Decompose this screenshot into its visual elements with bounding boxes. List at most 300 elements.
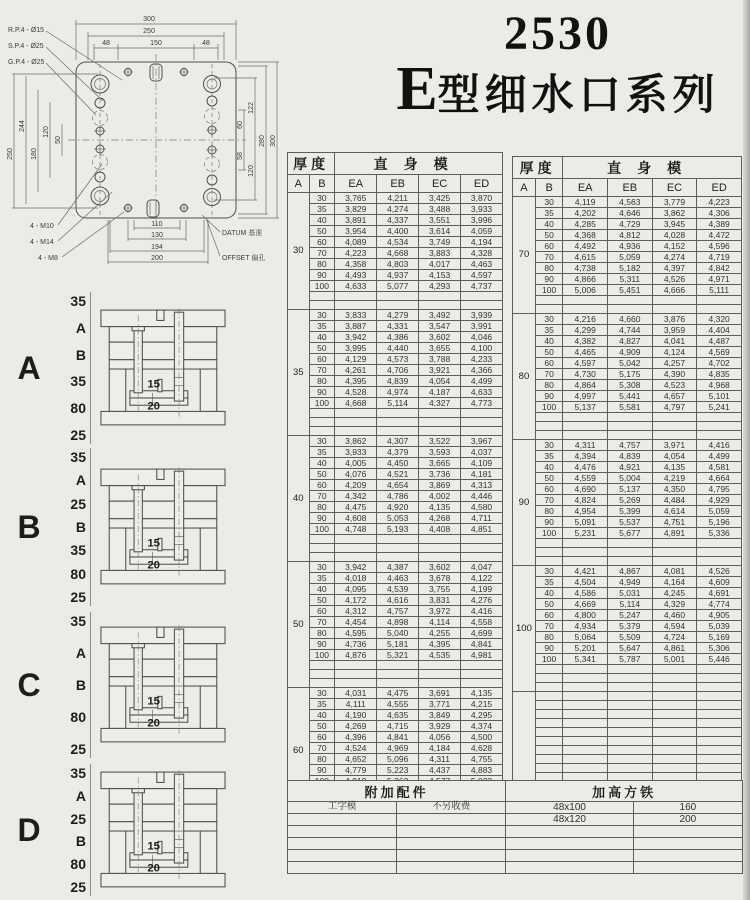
price-cell: 4,666: [652, 285, 697, 296]
price-cell: 4,400: [377, 226, 419, 237]
diagram-letter: A: [17, 349, 41, 386]
dimension-label: B: [75, 346, 86, 363]
thickness-a-cell: 50: [288, 562, 310, 688]
thickness-b-cell: 40: [309, 584, 335, 595]
table-row: [288, 573, 503, 584]
dim-60: 60: [237, 121, 244, 129]
price-cell: 4,307: [377, 436, 419, 447]
table-row: [288, 639, 503, 650]
thickness-b-cell: 80: [309, 628, 335, 639]
price-cell: 4,047: [461, 562, 503, 573]
price-cell: 4,059: [461, 226, 503, 237]
price-cell: [652, 683, 697, 692]
table-row: [288, 447, 503, 458]
table-row: [288, 409, 503, 418]
thickness-header: 厚度: [513, 157, 563, 179]
thickness-b-cell: 40: [309, 458, 335, 469]
extras-cell: 200: [633, 814, 742, 826]
table-row: [288, 850, 743, 862]
table-row: [513, 632, 742, 643]
price-cell: 4,187: [419, 387, 461, 398]
table-row: [288, 310, 503, 321]
table-row: [513, 197, 742, 208]
mold-diagram-b: [8, 448, 284, 606]
price-cell: 4,327: [419, 398, 461, 409]
price-cell: [335, 292, 377, 301]
price-cell: 4,320: [697, 314, 742, 325]
thickness-b-cell: 80: [535, 380, 562, 391]
dimension-label: 25: [70, 878, 86, 895]
price-cell: [419, 544, 461, 553]
price-cell: [461, 553, 503, 562]
table-row: [288, 458, 503, 469]
mold-section-drawing: [91, 769, 284, 891]
price-cell: 5,175: [608, 369, 653, 380]
price-cell: 4,269: [335, 721, 377, 732]
price-cell: 4,535: [419, 650, 461, 661]
price-cell: 5,537: [608, 517, 653, 528]
table-row: [513, 263, 742, 274]
price-cell: 4,076: [335, 469, 377, 480]
dimension-label: 80: [70, 856, 86, 873]
diagram-letter: D: [17, 811, 41, 848]
price-cell: 4,909: [608, 347, 653, 358]
extras-cell: 48x100: [506, 802, 633, 814]
price-cell: 4,194: [461, 237, 503, 248]
price-cell: [652, 746, 697, 755]
table-row: [288, 679, 503, 688]
price-cell: 4,949: [608, 577, 653, 588]
price-cell: 4,737: [461, 281, 503, 292]
thickness-b-cell: [535, 719, 562, 728]
price-cell: [652, 296, 697, 305]
price-cell: [652, 557, 697, 566]
price-cell: [608, 710, 653, 719]
thickness-b-cell: 40: [309, 215, 335, 226]
extras-price-table: [287, 780, 743, 874]
price-cell: 5,451: [608, 285, 653, 296]
price-cell: 4,209: [335, 480, 377, 491]
price-cell: [608, 692, 653, 701]
price-cell: 3,996: [461, 215, 503, 226]
price-cell: [608, 422, 653, 431]
price-cell: [563, 755, 608, 764]
table-row: [513, 314, 742, 325]
thickness-a-cell: 60: [288, 688, 310, 814]
price-cell: 4,968: [697, 380, 742, 391]
mold-diagram-d: [8, 764, 284, 896]
price-cell: 4,526: [697, 566, 742, 577]
price-cell: [419, 427, 461, 436]
price-cell: 4,245: [652, 588, 697, 599]
extras-table: [287, 780, 743, 874]
thickness-a-cell: 90: [513, 440, 536, 566]
price-cell: 4,657: [652, 391, 697, 402]
extras-header: 附加配件: [288, 781, 506, 802]
price-cell: 4,337: [377, 215, 419, 226]
dimension-label: 25: [70, 741, 86, 757]
table-row: [288, 204, 503, 215]
price-cell: [377, 301, 419, 310]
price-cell: 4,274: [377, 204, 419, 215]
table-row: [288, 343, 503, 354]
price-cell: 3,749: [419, 237, 461, 248]
thickness-b-cell: [535, 764, 562, 773]
price-cell: [335, 553, 377, 562]
price-cell: 5,004: [608, 473, 653, 484]
price-cell: 4,861: [652, 643, 697, 654]
table-row: [288, 332, 503, 343]
price-cell: 4,669: [563, 599, 608, 610]
price-cell: [419, 535, 461, 544]
table-row: [513, 285, 742, 296]
thickness-b-cell: 100: [535, 285, 562, 296]
table-header: [513, 157, 742, 197]
price-cell: 4,609: [697, 577, 742, 588]
price-cell: 4,929: [697, 495, 742, 506]
table-row: [288, 248, 503, 259]
table-row: [513, 431, 742, 440]
price-cell: [377, 418, 419, 427]
price-cell: [608, 728, 653, 737]
price-table: [512, 156, 742, 782]
price-cell: 3,665: [419, 458, 461, 469]
price-cell: 4,851: [461, 524, 503, 535]
price-cell: [608, 755, 653, 764]
table-row: [513, 719, 742, 728]
price-cell: [652, 710, 697, 719]
dim-48-right: 48: [202, 40, 210, 47]
price-cell: 5,096: [377, 754, 419, 765]
model-number: 2530: [504, 7, 612, 60]
price-cell: 4,416: [461, 606, 503, 617]
price-cell: 4,394: [563, 451, 608, 462]
thickness-b-cell: 90: [309, 639, 335, 650]
price-cell: 3,691: [419, 688, 461, 699]
header-row: [288, 153, 503, 175]
table-row: [513, 674, 742, 683]
price-cell: [563, 431, 608, 440]
extras-cell: 48x120: [506, 814, 633, 826]
column-header: EB: [608, 179, 653, 197]
thickness-b-cell: 35: [309, 447, 335, 458]
m14-label: 4 - M14: [30, 239, 54, 246]
table-row: [288, 513, 503, 524]
table-row: [288, 826, 743, 838]
price-cell: 4,748: [335, 524, 377, 535]
table-row: [288, 721, 503, 732]
table-row: [513, 557, 742, 566]
price-cell: 5,223: [377, 765, 419, 776]
table-row: [513, 391, 742, 402]
price-cell: 4,499: [461, 376, 503, 387]
price-cell: 4,668: [377, 248, 419, 259]
price-cell: 4,711: [461, 513, 503, 524]
table-row: [288, 292, 503, 301]
price-cell: 4,386: [377, 332, 419, 343]
thickness-b-cell: 100: [309, 524, 335, 535]
price-cell: 3,870: [461, 193, 503, 204]
thickness-b-cell: 90: [309, 513, 335, 524]
price-cell: 4,971: [697, 274, 742, 285]
price-cell: [608, 548, 653, 557]
price-cell: 4,135: [419, 502, 461, 513]
price-cell: 4,839: [608, 451, 653, 462]
thickness-b-cell: 80: [309, 754, 335, 765]
table-row: [288, 469, 503, 480]
price-cell: [335, 301, 377, 310]
price-cell: 4,164: [652, 577, 697, 588]
thickness-b-cell: 35: [309, 699, 335, 710]
dimension-label: 35: [70, 542, 86, 559]
table-row: [513, 755, 742, 764]
table-row: [513, 665, 742, 674]
price-cell: 3,945: [652, 219, 697, 230]
extras-cell: [633, 850, 742, 862]
price-cell: [461, 301, 503, 310]
price-cell: [652, 422, 697, 431]
price-cell: 4,211: [377, 193, 419, 204]
thickness-b-cell: 50: [309, 721, 335, 732]
table-row: [288, 237, 503, 248]
diagram-dimensions: [50, 448, 91, 606]
thickness-b-cell: 60: [309, 606, 335, 617]
price-cell: 4,981: [461, 650, 503, 661]
price-cell: 4,744: [608, 325, 653, 336]
thickness-b-cell: 90: [535, 643, 562, 654]
table-row: [288, 606, 503, 617]
dim-120-left: 120: [43, 126, 50, 138]
thickness-b-cell: [535, 746, 562, 755]
price-cell: 4,233: [461, 354, 503, 365]
dimension-label: A: [75, 319, 86, 336]
price-cell: 4,046: [461, 332, 503, 343]
price-cell: [335, 670, 377, 679]
price-cell: 5,169: [697, 632, 742, 643]
price-cell: 4,119: [563, 197, 608, 208]
dim-244: 244: [19, 120, 26, 132]
thickness-b-cell: 80: [309, 259, 335, 270]
m10-label: 4 - M10: [30, 223, 54, 230]
m8-label: 4 - M8: [38, 255, 58, 262]
price-cell: 4,054: [652, 451, 697, 462]
price-cell: [608, 764, 653, 773]
table-row: [513, 621, 742, 632]
price-cell: [697, 413, 742, 422]
price-cell: 4,111: [335, 699, 377, 710]
thickness-b-cell: 60: [535, 484, 562, 495]
price-cell: 4,528: [335, 387, 377, 398]
price-cell: 4,153: [419, 270, 461, 281]
table-row: [513, 241, 742, 252]
table-row: [288, 491, 503, 502]
price-cell: [461, 418, 503, 427]
thickness-b-cell: 70: [309, 248, 335, 259]
price-cell: [608, 674, 653, 683]
price-cell: 3,959: [652, 325, 697, 336]
price-cell: 4,534: [377, 237, 419, 248]
price-cell: [652, 728, 697, 737]
thickness-b-cell: 50: [309, 595, 335, 606]
price-cell: 4,279: [377, 310, 419, 321]
thickness-b-cell: 70: [309, 365, 335, 376]
price-cell: 4,500: [461, 732, 503, 743]
price-cell: 4,274: [652, 252, 697, 263]
mold-section-drawing: [91, 466, 284, 588]
extras-cell: [288, 838, 397, 850]
sp-label: S.P.4 - Ø25: [8, 43, 44, 50]
table-row: [288, 354, 503, 365]
price-cell: [697, 665, 742, 674]
price-cell: [461, 670, 503, 679]
price-cell: 4,379: [377, 447, 419, 458]
price-cell: [377, 535, 419, 544]
thickness-b-cell: 90: [535, 391, 562, 402]
thickness-b-cell: 30: [535, 314, 562, 325]
table-row: [513, 296, 742, 305]
table-row: [513, 588, 742, 599]
price-cell: 4,472: [697, 230, 742, 241]
thickness-a-cell: 70: [513, 197, 536, 314]
diagram-letter: C: [17, 666, 41, 703]
table-row: [288, 259, 503, 270]
price-cell: 5,181: [377, 639, 419, 650]
dim-250-left: 250: [7, 148, 14, 160]
diagram-dimensions: [50, 292, 91, 444]
price-cell: 4,616: [377, 595, 419, 606]
price-cell: 3,602: [419, 332, 461, 343]
price-cell: [608, 296, 653, 305]
gp-label: G.P.4 - Ø25: [8, 59, 45, 66]
price-cell: 5,509: [608, 632, 653, 643]
price-cell: [563, 674, 608, 683]
price-cell: 4,017: [419, 259, 461, 270]
table-row: [513, 358, 742, 369]
thickness-b-cell: [535, 692, 562, 701]
price-cell: 4,299: [563, 325, 608, 336]
price-cell: 3,929: [419, 721, 461, 732]
price-cell: 4,311: [563, 440, 608, 451]
price-cell: 4,934: [563, 621, 608, 632]
price-cell: 3,967: [461, 436, 503, 447]
price-cell: 4,437: [419, 765, 461, 776]
table-row: [288, 754, 503, 765]
price-cell: 4,757: [608, 440, 653, 451]
price-cell: 4,841: [461, 639, 503, 650]
table-row: [513, 737, 742, 746]
table-row: [288, 387, 503, 398]
thickness-b-cell: 100: [535, 654, 562, 665]
price-cell: [608, 539, 653, 548]
thickness-a-cell: 30: [288, 193, 310, 310]
price-cell: 4,633: [461, 387, 503, 398]
price-cell: [563, 548, 608, 557]
price-cell: [563, 683, 608, 692]
price-cell: 3,883: [419, 248, 461, 259]
mold-section-drawing: [91, 307, 284, 429]
price-cell: [563, 296, 608, 305]
price-cell: 4,100: [461, 343, 503, 354]
price-cell: 4,311: [419, 754, 461, 765]
price-cell: 4,702: [697, 358, 742, 369]
dimension-label: 35: [70, 613, 86, 629]
price-cell: 4,223: [697, 197, 742, 208]
price-cell: 5,647: [608, 643, 653, 654]
thickness-b-cell: 50: [535, 473, 562, 484]
price-cell: 4,773: [461, 398, 503, 409]
dim-58: 58: [237, 152, 244, 160]
header-row: [288, 781, 743, 802]
price-cell: [377, 409, 419, 418]
price-cell: [377, 679, 419, 688]
price-cell: 3,755: [419, 584, 461, 595]
price-cell: 4,654: [377, 480, 419, 491]
thickness-header: 厚度: [288, 153, 335, 175]
thickness-b-cell: 100: [309, 281, 335, 292]
price-cell: 3,833: [335, 310, 377, 321]
price-table-left: [287, 152, 503, 814]
table-row: [288, 595, 503, 606]
price-cell: 5,114: [377, 398, 419, 409]
price-cell: 5,308: [608, 380, 653, 391]
price-cell: 4,595: [335, 628, 377, 639]
price-cell: 4,660: [608, 314, 653, 325]
thickness-a-cell: 40: [288, 436, 310, 562]
price-cell: 5,040: [377, 628, 419, 639]
price-cell: 4,109: [461, 458, 503, 469]
extras-cell: [633, 862, 742, 874]
thickness-b-cell: [309, 535, 335, 544]
extras-cell: [397, 838, 506, 850]
price-cell: 4,755: [461, 754, 503, 765]
table-header: [288, 153, 503, 193]
price-table: [287, 152, 503, 814]
price-cell: 4,216: [563, 314, 608, 325]
price-cell: [652, 755, 697, 764]
offset-label: OFFSET 偏孔: [222, 255, 266, 262]
thickness-b-cell: [535, 557, 562, 566]
price-cell: 3,551: [419, 215, 461, 226]
price-cell: 4,597: [563, 358, 608, 369]
table-row: [513, 347, 742, 358]
extras-cell: 160: [633, 802, 742, 814]
price-cell: 4,937: [377, 270, 419, 281]
price-cell: 4,898: [377, 617, 419, 628]
price-cell: [563, 728, 608, 737]
price-cell: 4,866: [563, 274, 608, 285]
thickness-b-cell: [535, 683, 562, 692]
price-cell: [563, 719, 608, 728]
table-row: [513, 219, 742, 230]
price-cell: 5,231: [563, 528, 608, 539]
table-row: [288, 215, 503, 226]
price-cell: 4,795: [697, 484, 742, 495]
table-row: [288, 524, 503, 535]
thickness-b-cell: 40: [535, 219, 562, 230]
column-header: EC: [652, 179, 697, 197]
price-cell: 4,539: [377, 584, 419, 595]
price-cell: 4,122: [461, 573, 503, 584]
dimension-label: A: [75, 787, 86, 804]
table-row: [288, 321, 503, 332]
price-cell: [697, 728, 742, 737]
table-row: [288, 838, 743, 850]
price-cell: 5,091: [563, 517, 608, 528]
price-cell: [652, 674, 697, 683]
thickness-b-cell: 35: [535, 325, 562, 336]
price-cell: [335, 409, 377, 418]
price-cell: 3,425: [419, 193, 461, 204]
